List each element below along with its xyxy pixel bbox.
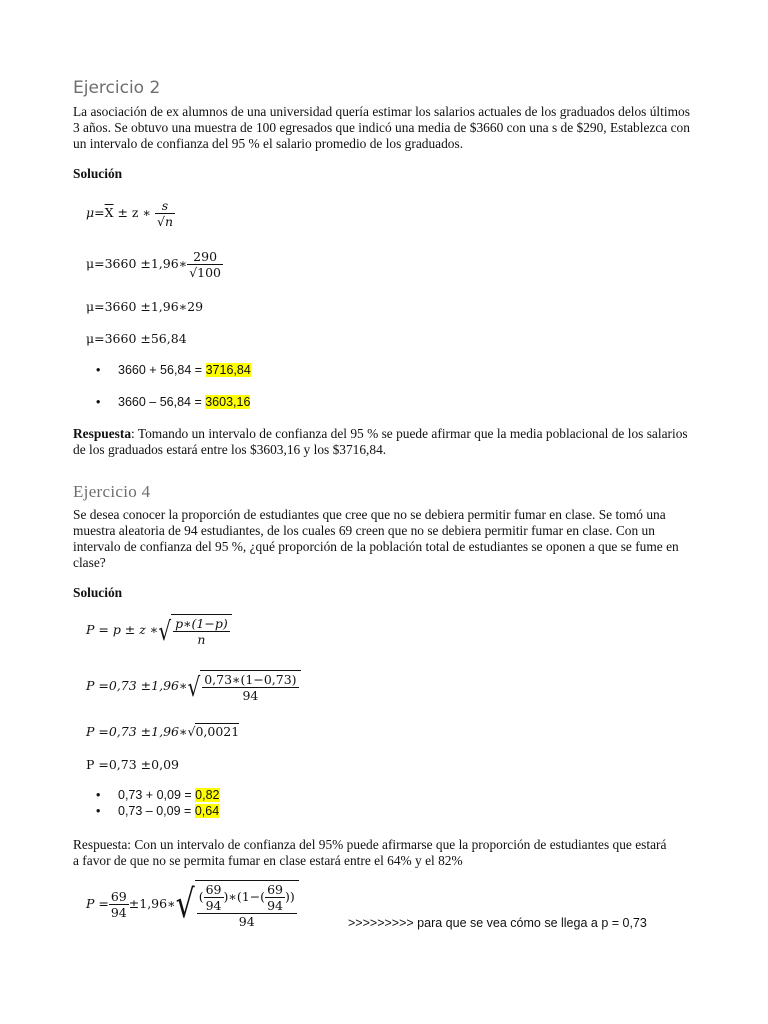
formula-mu-step4: μ=3660 ±56,84 xyxy=(86,331,187,346)
outer-denominator: 94 xyxy=(238,914,255,929)
denominator: √n xyxy=(156,214,173,229)
formula-p-general xyxy=(86,614,232,647)
numerator: s xyxy=(155,198,175,214)
formula-mid: ±1,96∗ xyxy=(128,896,176,911)
ejercicio-2-statement: La asociación de ex alumnos de una universidad quería estimar los salarios actuales de los graduados delos últimos 3 años. Se obtuvo una muestra de 100 egresados que indicó una media de $3660 con una s de $290, Establezca con un intervalo de confianza del 95 % el salario promedio de los graduados. xyxy=(73,104,690,151)
formula-lhs: P = xyxy=(86,896,109,911)
formula-lhs: μ= xyxy=(86,205,105,220)
formula-p-step4: P =0,73 ±0,09 xyxy=(86,757,179,772)
bullet-dot: • xyxy=(96,788,101,802)
formula-lhs: P = p ± z ∗ xyxy=(86,622,159,637)
formula-p-substituted xyxy=(86,670,301,703)
denominator: 94 xyxy=(242,688,259,703)
respuesta-text: : Tomando un intervalo de confianza del 95 % se puede afirmar que la media poblacional de los salarios de los graduados estará entre los $3603,16 y los $3716,84. xyxy=(73,426,688,457)
denominator: n xyxy=(197,632,206,647)
bullet-text: 0,73 – 0,09 = xyxy=(118,804,195,818)
formula-lhs: P =0,73 ±1,96∗ xyxy=(86,724,188,739)
bullet-upper-bound-4 xyxy=(96,788,220,802)
formula-mu-general xyxy=(86,198,175,229)
bullet-text: 3660 – 56,84 = xyxy=(118,395,206,409)
highlighted-result: 3716,84 xyxy=(205,363,251,377)
formula-p-fraction-derivation xyxy=(86,880,299,929)
formula-mu-substituted xyxy=(86,249,223,280)
respuesta-label: Respuesta xyxy=(73,426,132,441)
numerator: 69 xyxy=(110,889,127,904)
x-bar: $\overline{X}$ xyxy=(104,205,114,220)
sqrt: √ $\frac{0,73∗(1-0,73)}{94}$ xyxy=(187,670,300,703)
solucion-label-4: Solución xyxy=(73,585,123,600)
fraction xyxy=(155,198,175,229)
formula-lhs: P =0,73 ±1,96∗ xyxy=(86,678,188,693)
bullet-dot: • xyxy=(96,395,101,409)
fraction xyxy=(109,889,129,920)
sqrt: √ ( $\frac{69}{94}$ )∗(1−( $\frac{69}{94}$ )) 94 xyxy=(176,880,299,929)
ejercicio-2-title: Ejercicio 2 xyxy=(73,78,161,98)
formula-mu-step3: μ=3660 ±1,96∗29 xyxy=(86,299,204,314)
bullet-text: 0,73 + 0,09 = xyxy=(118,788,196,802)
formula-p-step3: P =0,73 ±1,96∗√0,0021 xyxy=(86,724,240,739)
bullet-dot: • xyxy=(96,804,101,818)
derivation-note: >>>>>>>>> para que se vea cómo se llega a p = 0,73 xyxy=(348,916,647,930)
bullet-lower-bound-2 xyxy=(96,395,250,409)
outer-numerator: ( $\frac{69}{94}$ )∗(1−( $\frac{69}{94}$ )) xyxy=(198,882,295,913)
fraction xyxy=(173,616,230,647)
highlighted-result: 0,64 xyxy=(194,804,220,818)
numerator: 0,73∗(1−0,73) xyxy=(204,672,297,687)
outer-fraction xyxy=(197,882,297,929)
radicand: 0,0021 xyxy=(195,724,240,739)
sqrt: √ $\frac{p∗(1-p)}{n}$ xyxy=(158,614,231,647)
denominator: 94 xyxy=(110,905,127,920)
bullet-dot: • xyxy=(96,363,101,377)
highlighted-result: 0,82 xyxy=(195,788,220,802)
highlighted-result: 3603,16 xyxy=(205,395,251,409)
respuesta-2 xyxy=(73,426,693,458)
solucion-label-2: Solución xyxy=(73,166,123,181)
formula-mid: ± z ∗ xyxy=(113,205,155,220)
bullet-upper-bound-2 xyxy=(96,363,251,377)
denominator: √100 xyxy=(189,265,222,280)
fraction xyxy=(187,249,223,280)
formula-lhs: μ=3660 ±1,96∗ xyxy=(86,256,188,271)
ejercicio-4-statement: Se desea conocer la proporción de estudiantes que cree que no se debiera permitir fumar en clase. Se tomó una muestra aleatoria de 94 estudiantes, de los cuales 69 creen que no se debiera permitir fumar en clase. Con un intervalo de confianza del 95 %, ¿qué proporción de la población total de estudiantes se oponen a que se fume en clase? xyxy=(73,507,679,570)
numerator: p∗(1−p) xyxy=(175,616,228,631)
bullet-text: 3660 + 56,84 = xyxy=(118,363,206,377)
ejercicio-4-title: Ejercicio 4 xyxy=(73,482,151,501)
bullet-lower-bound-4 xyxy=(96,804,219,818)
respuesta-4: Respuesta: Con un intervalo de confianza del 95% puede afirmarse que la proporción de estudiantes que estará a favor de que no se permita fumar en clase estará entre el 64% y el 82% xyxy=(73,837,667,868)
fraction xyxy=(202,672,298,703)
numerator: 290 xyxy=(187,249,223,265)
